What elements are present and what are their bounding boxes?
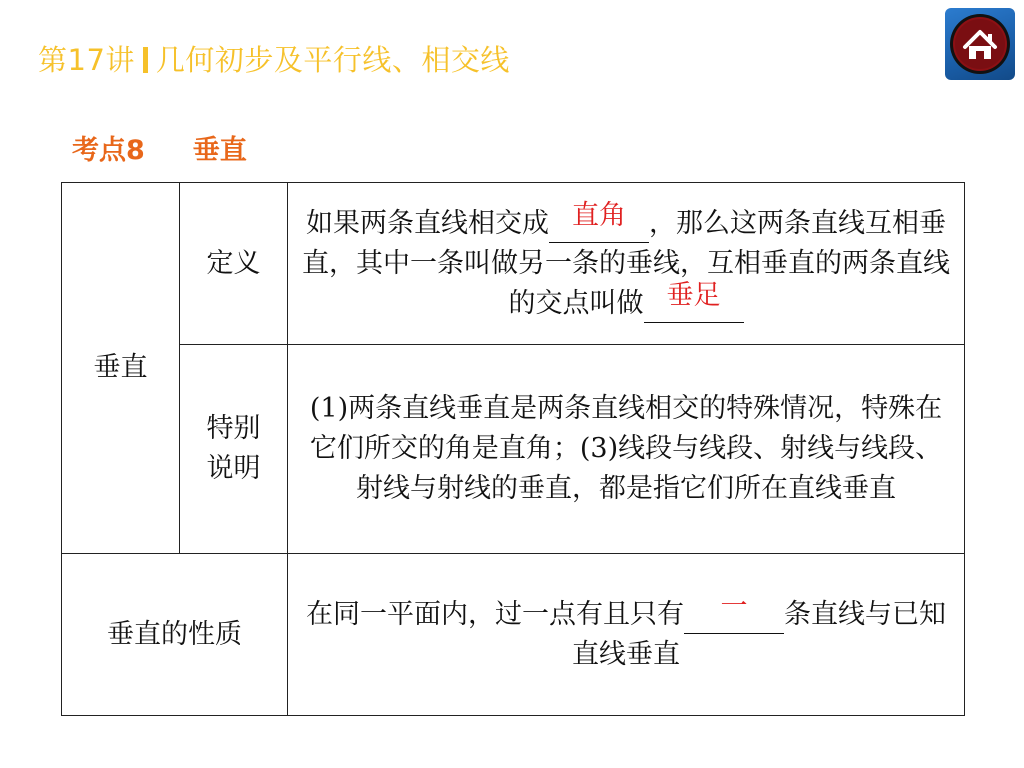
home-icon <box>945 8 1015 80</box>
property-text-2: 条直线与已知直线垂直 <box>572 598 946 670</box>
section-topic: 垂直 <box>192 135 247 166</box>
lecture-title <box>38 38 510 79</box>
table-row-special-note <box>62 345 965 554</box>
table-row-definition <box>62 183 965 345</box>
property-blank <box>684 590 784 634</box>
special-note-text: (1)两条直线垂直是两条直线相交的特殊情况，特殊在它们所交的角是直角；(3)线段与线段、射线与线段、射线与射线的垂直，都是指它们所在直线垂直 <box>288 345 965 554</box>
definition-answer-2: 垂足 <box>666 279 721 311</box>
property-text-1: 在同一平面内，过一点有且只有 <box>306 598 684 630</box>
special-note-label-line-1: 特别 <box>206 413 261 444</box>
home-button[interactable] <box>945 8 1015 80</box>
row-group-label: 垂直 <box>62 183 180 554</box>
definition-cell <box>288 183 965 345</box>
property-answer: 一 <box>720 590 748 622</box>
section-label: 考点8 <box>72 135 145 166</box>
lecture-number: 第17讲 <box>38 43 135 77</box>
property-label: 垂直的性质 <box>62 554 288 716</box>
perpendicular-table <box>61 182 965 716</box>
lecture-topic: 几何初步及平行线、相交线 <box>155 43 510 77</box>
definition-blank-2 <box>644 279 744 323</box>
definition-label: 定义 <box>180 183 288 345</box>
definition-text-1: 如果两条直线相交成 <box>306 207 549 239</box>
definition-text-2: ，那么这两条直线互相垂直，其中一条叫做另一条的垂线，互相垂直的两条直线的交点叫做 <box>302 207 950 319</box>
section-heading <box>72 128 247 167</box>
definition-blank-1 <box>549 199 649 243</box>
special-note-label <box>180 345 288 554</box>
special-note-label-line-2: 说明 <box>206 453 261 484</box>
title-separator <box>143 47 148 73</box>
definition-answer-1: 直角 <box>572 199 626 231</box>
table-row-property <box>62 554 965 716</box>
property-cell <box>288 554 965 716</box>
